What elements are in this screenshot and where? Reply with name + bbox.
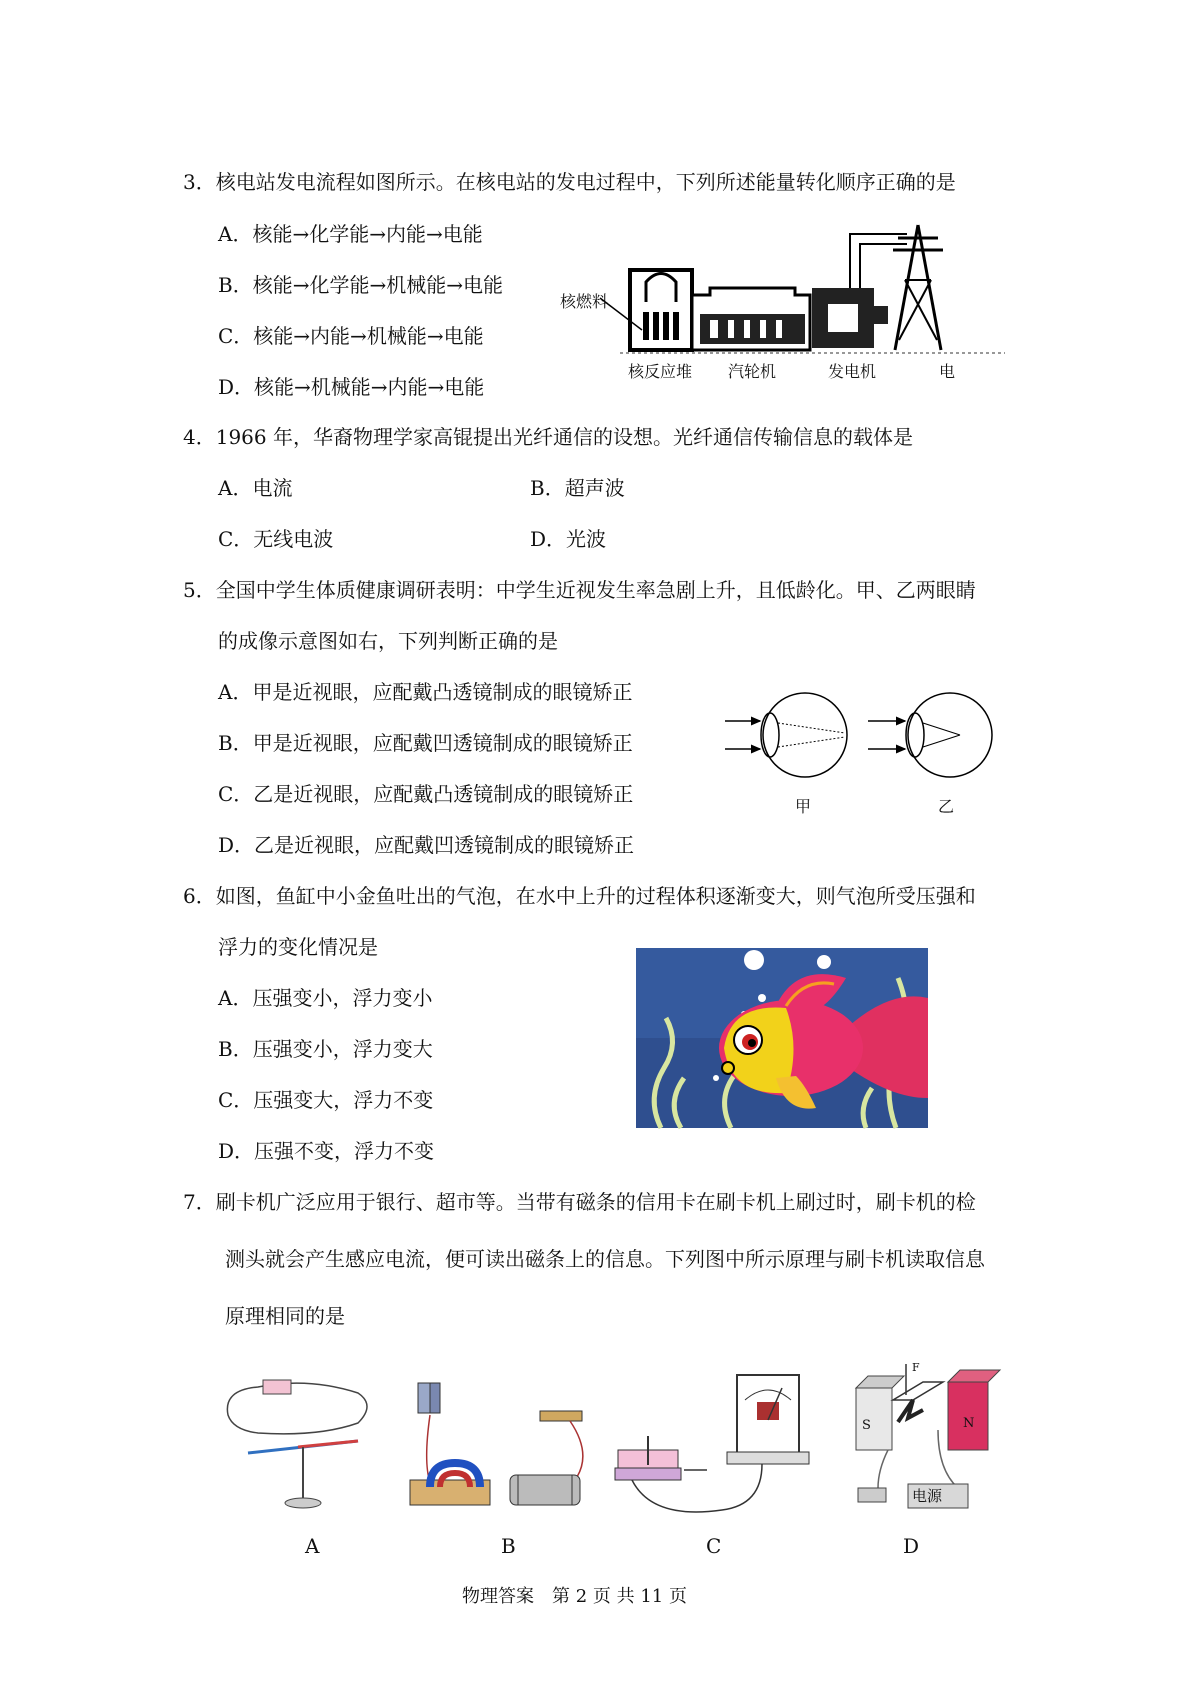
q5-option-c: C．乙是近视眼，应配戴凸透镜制成的眼镜矫正 [218, 782, 634, 806]
eye-jia-icon [725, 693, 847, 777]
q7-stem-line1: 7．刷卡机广泛应用于银行、超市等。当带有磁条的信用卡在刷卡机上刷过时，刷卡机的检 [183, 1190, 976, 1214]
eye-jia-label: 甲 [795, 797, 812, 816]
eye-diagrams [720, 685, 1010, 785]
q4-option-a: A．电流 [218, 476, 293, 500]
q5-option-a: A．甲是近视眼，应配戴凸透镜制成的眼镜矫正 [218, 680, 633, 704]
q6-option-a: A．压强变小，浮力变小 [218, 986, 433, 1010]
q5-stem-line2: 的成像示意图如右，下列判断正确的是 [218, 629, 558, 653]
fuel-label: 核燃料 [560, 292, 609, 311]
q3-option-d: D．核能→机械能→内能→电能 [218, 375, 485, 399]
q4-option-c: C．无线电波 [218, 527, 334, 551]
generator-label: 发电机 [828, 362, 877, 381]
nuclear-plant-diagram [560, 220, 1010, 360]
q6-stem-line2: 浮力的变化情况是 [218, 935, 378, 959]
figure-label-d: D [903, 1534, 920, 1558]
q3-option-a: A．核能→化学能→内能→电能 [218, 222, 483, 246]
electricity-label: 电 [939, 362, 956, 381]
eye-yi-label: 乙 [938, 797, 955, 816]
q6-option-b: B．压强变小，浮力变大 [218, 1037, 433, 1061]
reactor-label: 核反应堆 [628, 362, 693, 381]
page-footer: 物理答案 第 2 页 共 11 页 [462, 1586, 687, 1607]
figure-label-b: B [501, 1534, 516, 1558]
eye-yi-icon [868, 693, 992, 777]
reactor-icon [600, 270, 692, 350]
turbine-label: 汽轮机 [728, 362, 777, 381]
q4-option-b: B．超声波 [530, 476, 625, 500]
q3-option-b: B．核能→化学能→机械能→电能 [218, 273, 503, 297]
pole-n-label: N [963, 1416, 975, 1431]
figure-label-c: C [706, 1534, 722, 1558]
q5-option-b: B．甲是近视眼，应配戴凹透镜制成的眼镜矫正 [218, 731, 633, 755]
q6-stem-line1: 6．如图，鱼缸中小金鱼吐出的气泡，在水中上升的过程体积逐渐变大，则气泡所受压强和 [183, 884, 976, 908]
goldfish-picture [636, 948, 928, 1128]
figure-c-galvanometer [612, 1370, 812, 1520]
pole-s-label: S [862, 1418, 871, 1433]
generator-icon [812, 288, 888, 348]
figure-label-a: A [305, 1534, 320, 1558]
q6-option-c: C．压强变大，浮力不变 [218, 1088, 434, 1112]
q3-option-c: C．核能→内能→机械能→电能 [218, 324, 484, 348]
figure-b-motor-circuit [400, 1375, 600, 1515]
power-supply-label: 电源 [912, 1487, 943, 1505]
q5-stem-line1: 5．全国中学生体质健康调研表明：中学生近视发生率急剧上升，且低龄化。甲、乙两眼睛 [183, 578, 976, 602]
q4-option-d: D．光波 [530, 527, 607, 551]
turbine-icon [692, 288, 810, 350]
q7-stem-line3: 原理相同的是 [225, 1304, 345, 1328]
force-label: F [912, 1361, 920, 1374]
q3-stem: 3．核电站发电流程如图所示。在核电站的发电过程中，下列所述能量转化顺序正确的是 [183, 170, 956, 194]
q7-stem-line2: 测头就会产生感应电流，便可读出磁条上的信息。下列图中所示原理与刷卡机读取信息 [225, 1247, 985, 1271]
q6-option-d: D．压强不变，浮力不变 [218, 1139, 435, 1163]
figure-a-compass-wire [218, 1375, 378, 1515]
q5-option-d: D．乙是近视眼，应配戴凹透镜制成的眼镜矫正 [218, 833, 635, 857]
q4-stem: 4．1966 年，华裔物理学家高锟提出光纤通信的设想。光纤通信传输信息的载体是 [183, 425, 913, 449]
